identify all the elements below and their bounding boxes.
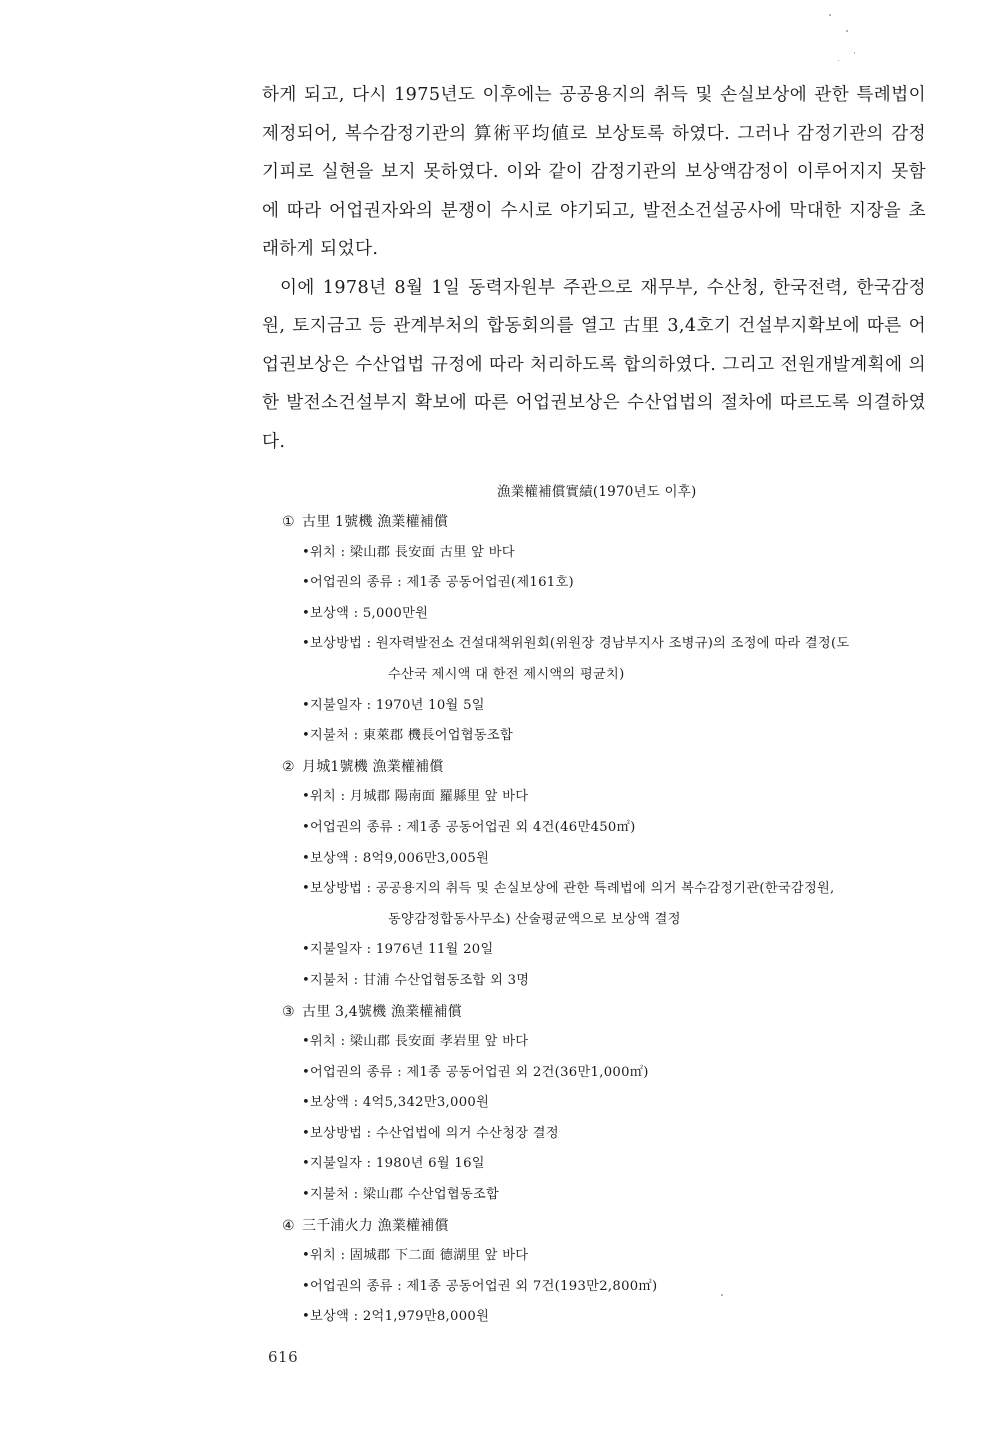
bullet: • xyxy=(302,819,311,835)
bullet: • xyxy=(302,1278,311,1294)
compensation-entry xyxy=(282,752,922,997)
field-location xyxy=(282,1241,922,1272)
field-text: 어업권의 종류 : 제1종 공동어업권 외 7건(193만2,800㎡) xyxy=(310,1278,658,1294)
field-method xyxy=(282,629,922,690)
bullet: • xyxy=(302,850,311,866)
bullet: • xyxy=(302,972,311,988)
compensation-entry xyxy=(282,997,922,1211)
field-location xyxy=(282,782,922,813)
bullet: • xyxy=(302,1095,311,1111)
bullet: • xyxy=(302,605,311,621)
bullet: • xyxy=(302,1156,311,1172)
entry-title-text: 古里 1號機 漁業權補償 xyxy=(302,514,449,530)
field-amount xyxy=(282,1088,922,1119)
field-text: 어업권의 종류 : 제1종 공동어업권(제161호) xyxy=(310,575,574,591)
field-date xyxy=(282,691,922,722)
entry-title xyxy=(282,1211,922,1242)
entry-title-text: 古里 3,4號機 漁業權補償 xyxy=(302,1003,462,1020)
field-type xyxy=(282,1272,922,1303)
entry-title-text: 月城1號機 漁業權補償 xyxy=(302,758,444,775)
bullet: • xyxy=(302,789,311,805)
entry-title-text: 三千浦火力 漁業權補償 xyxy=(302,1217,449,1234)
body-text xyxy=(262,76,926,461)
entry-title xyxy=(282,997,922,1028)
field-location xyxy=(282,538,922,569)
compensation-entry xyxy=(282,507,922,752)
field-text: 지불일자 : 1976년 11월 20일 xyxy=(310,942,494,958)
field-date xyxy=(282,935,922,966)
field-text: 보상액 : 8억9,006만3,005원 xyxy=(310,850,490,866)
entry-number: ④ xyxy=(282,1217,295,1234)
bullet: • xyxy=(302,544,311,560)
field-text: 어업권의 종류 : 제1종 공동어업권 외 4건(46만450㎡) xyxy=(310,819,636,835)
field-payee xyxy=(282,966,922,997)
entry-number: ② xyxy=(282,758,295,775)
field-method xyxy=(282,1119,922,1150)
field-text: 보상액 : 2억1,979만8,000원 xyxy=(310,1309,490,1325)
scan-speck xyxy=(721,1294,723,1296)
bullet: • xyxy=(302,1125,311,1141)
bullet: • xyxy=(302,1064,311,1080)
scan-speck xyxy=(829,14,831,16)
field-text: 지불일자 : 1970년 10월 5일 xyxy=(310,697,485,713)
body-paragraph: 하게 되고, 다시 1975년도 이후에는 공공용지의 취득 및 손실보상에 관한 특례법이 제정되어, 복수감정기관의 算術平均値로 보상토록 하였다. 그러나 감정기관의 감정 기피로 실현을 보지 못하였다. 이와 같이 감정기관의 보상액감정이 이루어지지 못함에 따라 어업권자와의 분쟁이 수시로 야기되고, 발전소건설공사에 막대한 지장을 초래하게 되었다. xyxy=(262,85,926,259)
field-text: 지불일자 : 1980년 6월 16일 xyxy=(310,1156,485,1172)
body-paragraph: 이에 1978년 8월 1일 동력자원부 주관으로 재무부, 수산청, 한국전력, 한국감정원, 토지금고 등 관계부처의 합동회의를 열고 古里 3,4호기 건설부지확보에 따른 어업권보상은 수산업법 규정에 따라 처리하도록 합의하였다. 그리고 전원개발계획에 의한 발전소건설부지 확보에 따른 어업권보상은 수산업법의 절차에 따르도록 의결하였다. xyxy=(262,277,926,452)
field-text: 어업권의 종류 : 제1종 공동어업권 외 2건(36만1,000㎡) xyxy=(310,1064,649,1080)
bullet: • xyxy=(302,942,311,958)
field-text-continued: 동양감정합동사무소) 산술평균액으로 보상액 결정 xyxy=(388,911,681,927)
field-text: 지불처 : 東萊郡 機長어업협동조합 xyxy=(310,728,514,744)
bullet: • xyxy=(302,1034,311,1050)
field-text: 지불처 : 甘浦 수산업협동조합 외 3명 xyxy=(310,972,530,988)
compensation-list xyxy=(282,507,922,1333)
field-text: 보상방법 : 공공용지의 취득 및 손실보상에 관한 특례법에 의거 복수감정기관(한국감정원, xyxy=(310,881,835,897)
field-amount xyxy=(282,599,922,630)
bullet: • xyxy=(302,575,311,591)
bullet: • xyxy=(302,1248,311,1264)
bullet: • xyxy=(302,1187,311,1203)
compensation-entry xyxy=(282,1211,922,1333)
field-date xyxy=(282,1149,922,1180)
field-text-continued: 수산국 제시액 대 한전 제시액의 평균치) xyxy=(388,666,625,682)
entry-number: ③ xyxy=(282,1003,295,1020)
bullet: • xyxy=(302,1309,311,1325)
page-number: 616 xyxy=(268,1348,299,1366)
scan-speck xyxy=(854,52,855,54)
bullet: • xyxy=(302,881,311,897)
field-text: 보상액 : 5,000만원 xyxy=(310,605,429,621)
field-method xyxy=(282,874,922,935)
field-type xyxy=(282,813,922,844)
field-payee xyxy=(282,1180,922,1211)
field-text: 보상액 : 4억5,342만3,000원 xyxy=(310,1095,490,1111)
field-amount xyxy=(282,1302,922,1333)
field-location xyxy=(282,1027,922,1058)
field-type xyxy=(282,1058,922,1089)
section-title: 漁業權補償實績(1970년도 이후) xyxy=(497,484,697,500)
field-text: 위치 : 梁山郡 長安面 孝岩里 앞 바다 xyxy=(310,1034,529,1050)
bullet: • xyxy=(302,728,311,744)
field-text: 보상방법 : 원자력발전소 건설대책위원회(위원장 경남부지사 조병규)의 조정에 따라 결정(도 xyxy=(310,636,850,652)
field-payee xyxy=(282,721,922,752)
field-text: 지불처 : 梁山郡 수산업협동조합 xyxy=(310,1187,500,1203)
field-text: 위치 : 固城郡 下二面 德湖里 앞 바다 xyxy=(310,1248,529,1264)
entry-title xyxy=(282,752,922,783)
field-type xyxy=(282,568,922,599)
field-amount xyxy=(282,844,922,875)
entry-number: ① xyxy=(282,514,295,530)
field-text: 위치 : 梁山郡 長安面 古里 앞 바다 xyxy=(310,544,515,560)
field-text: 보상방법 : 수산업법에 의거 수산청장 결정 xyxy=(310,1125,559,1141)
bullet: • xyxy=(302,697,311,713)
scan-speck xyxy=(846,30,848,32)
bullet: • xyxy=(302,636,311,652)
entry-title xyxy=(282,507,922,538)
field-text: 위치 : 月城郡 陽南面 羅縣里 앞 바다 xyxy=(310,789,529,805)
scan-speck xyxy=(838,60,839,61)
